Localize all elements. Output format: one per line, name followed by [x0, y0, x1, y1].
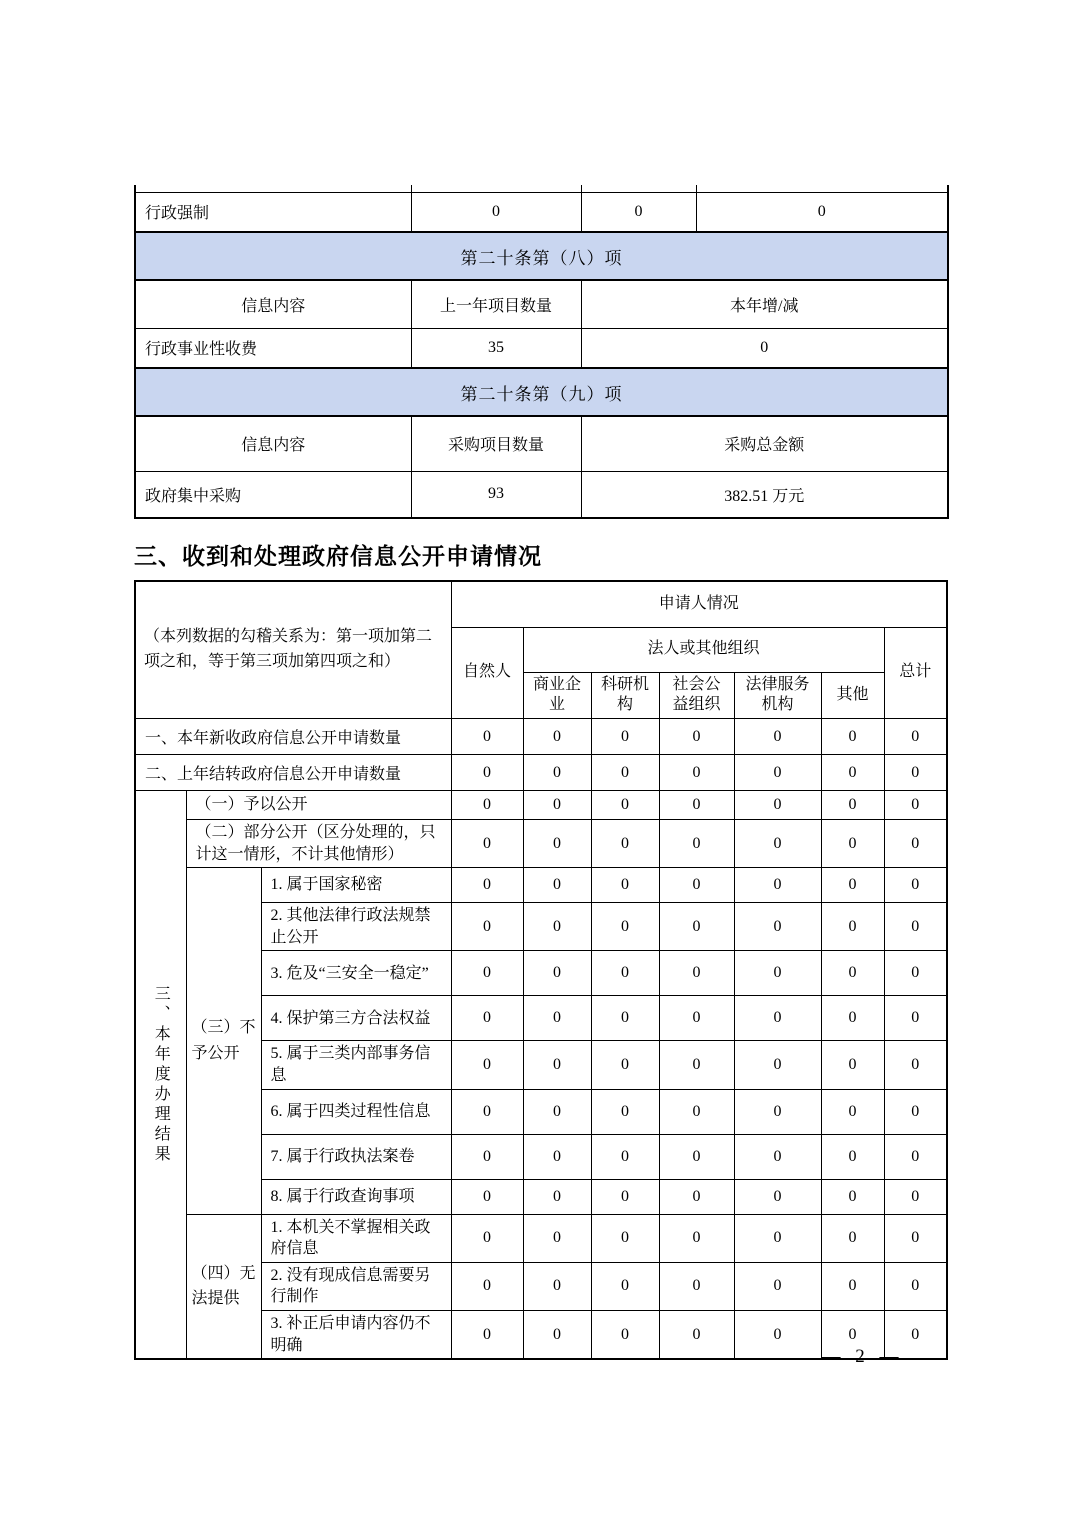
row-label: （一）予以公开 — [186, 791, 451, 820]
table-row — [135, 791, 947, 820]
row-label: 1. 属于国家秘密 — [261, 868, 451, 903]
column-header-public-welfare: 社会公益组织 — [659, 672, 734, 719]
value-cell: 0 — [451, 820, 523, 868]
value-cell: 0 — [884, 1262, 947, 1310]
value-cell: 0 — [523, 1179, 591, 1214]
cutoff-cell — [696, 185, 948, 192]
column-header-total: 总计 — [884, 627, 947, 719]
application-table — [134, 580, 948, 1360]
value-cell: 0 — [523, 719, 591, 755]
value-cell: 0 — [591, 755, 659, 791]
value-cell: 0 — [591, 1179, 659, 1214]
value-cell: 0 — [734, 903, 821, 951]
value-cell: 0 — [734, 951, 821, 996]
row-label: 1. 本机关不掌握相关政府信息 — [261, 1214, 451, 1262]
value-cell: 0 — [659, 951, 734, 996]
row-label: 行政事业性收费 — [135, 328, 411, 368]
value-cell: 0 — [659, 1311, 734, 1360]
value-cell: 0 — [659, 1089, 734, 1134]
value-cell: 0 — [451, 1041, 523, 1089]
column-header-commercial: 商业企业 — [523, 672, 591, 719]
value-cell: 0 — [821, 1179, 884, 1214]
value-cell: 93 — [411, 471, 581, 518]
value-cell: 0 — [884, 1134, 947, 1179]
row-label: 二、上年结转政府信息公开申请数量 — [135, 755, 451, 791]
value-cell: 0 — [884, 820, 947, 868]
group-label: （三）不予公开 — [186, 868, 261, 1214]
value-cell: 382.51 万元 — [581, 471, 948, 518]
value-cell: 0 — [451, 755, 523, 791]
value-cell: 0 — [734, 1214, 821, 1262]
value-cell: 0 — [591, 820, 659, 868]
main-table-body — [135, 719, 947, 1360]
article20-tables — [134, 185, 949, 519]
value-cell: 35 — [411, 328, 581, 368]
value-cell: 0 — [451, 791, 523, 820]
header-row-1 — [135, 581, 947, 627]
band-title: 第二十条第（八）项 — [135, 232, 948, 280]
value-cell: 0 — [734, 755, 821, 791]
vertical-section-label: 三、本年度办理结果 — [135, 791, 186, 1360]
value-cell: 0 — [659, 1041, 734, 1089]
value-cell: 0 — [821, 1089, 884, 1134]
article20-9-band — [135, 368, 948, 416]
column-header-natural-person: 自然人 — [451, 627, 523, 719]
value-cell: 0 — [581, 328, 948, 368]
main-table-head — [135, 581, 947, 719]
value-cell: 0 — [659, 820, 734, 868]
value-cell: 0 — [821, 868, 884, 903]
row-label: 一、本年新收政府信息公开申请数量 — [135, 719, 451, 755]
row-label: 5. 属于三类内部事务信息 — [261, 1041, 451, 1089]
value-cell: 0 — [523, 1214, 591, 1262]
value-cell: 0 — [734, 1262, 821, 1310]
value-cell: 0 — [821, 791, 884, 820]
value-cell: 0 — [734, 1089, 821, 1134]
value-cell: 0 — [821, 1041, 884, 1089]
value-cell: 0 — [821, 1262, 884, 1310]
value-cell: 0 — [581, 192, 696, 232]
value-cell: 0 — [591, 903, 659, 951]
value-cell: 0 — [591, 1214, 659, 1262]
article20-9-header-row — [135, 416, 948, 471]
article20-8-band — [135, 232, 948, 280]
value-cell: 0 — [884, 791, 947, 820]
value-cell: 0 — [523, 755, 591, 791]
value-cell: 0 — [659, 868, 734, 903]
value-cell: 0 — [523, 1041, 591, 1089]
column-header-other: 其他 — [821, 672, 884, 719]
value-cell: 0 — [523, 1311, 591, 1360]
row-label: 6. 属于四类过程性信息 — [261, 1089, 451, 1134]
value-cell: 0 — [451, 1134, 523, 1179]
value-cell: 0 — [451, 903, 523, 951]
value-cell: 0 — [591, 951, 659, 996]
row-label: （二）部分公开（区分处理的，只计这一情形，不计其他情形） — [186, 820, 451, 868]
column-header: 信息内容 — [135, 416, 411, 471]
value-cell: 0 — [523, 820, 591, 868]
table-row — [135, 1214, 947, 1262]
value-cell: 0 — [591, 996, 659, 1041]
value-cell: 0 — [734, 996, 821, 1041]
value-cell: 0 — [659, 1179, 734, 1214]
value-cell: 0 — [451, 1179, 523, 1214]
value-cell: 0 — [523, 903, 591, 951]
cutoff-row — [135, 185, 948, 192]
value-cell: 0 — [884, 996, 947, 1041]
cutoff-cell — [135, 185, 411, 192]
value-cell: 0 — [451, 996, 523, 1041]
row-label: 行政强制 — [135, 192, 411, 232]
value-cell: 0 — [734, 1179, 821, 1214]
value-cell: 0 — [884, 1041, 947, 1089]
table-row — [135, 868, 947, 903]
value-cell: 0 — [451, 1311, 523, 1360]
cutoff-cell — [411, 185, 581, 192]
value-cell: 0 — [659, 791, 734, 820]
value-cell: 0 — [696, 192, 948, 232]
value-cell: 0 — [884, 1311, 947, 1360]
value-cell: 0 — [659, 719, 734, 755]
value-cell: 0 — [734, 1311, 821, 1360]
column-header: 本年增/减 — [581, 280, 948, 328]
value-cell: 0 — [884, 755, 947, 791]
value-cell: 0 — [591, 1311, 659, 1360]
table-row — [135, 192, 948, 232]
column-header-research: 科研机构 — [591, 672, 659, 719]
value-cell: 0 — [591, 868, 659, 903]
cutoff-cell — [581, 185, 696, 192]
value-cell: 0 — [659, 1262, 734, 1310]
row-label: 2. 其他法律行政法规禁止公开 — [261, 903, 451, 951]
value-cell: 0 — [451, 1089, 523, 1134]
value-cell: 0 — [659, 903, 734, 951]
column-header: 上一年项目数量 — [411, 280, 581, 328]
value-cell: 0 — [523, 1134, 591, 1179]
value-cell: 0 — [659, 1214, 734, 1262]
table-row — [135, 820, 947, 868]
value-cell: 0 — [523, 1262, 591, 1310]
value-cell: 0 — [451, 1262, 523, 1310]
value-cell: 0 — [821, 820, 884, 868]
value-cell: 0 — [734, 820, 821, 868]
value-cell: 0 — [591, 1041, 659, 1089]
value-cell: 0 — [523, 791, 591, 820]
section-title: 三、收到和处理政府信息公开申请情况 — [134, 543, 542, 569]
value-cell: 0 — [734, 791, 821, 820]
value-cell: 0 — [734, 1134, 821, 1179]
value-cell: 0 — [821, 1311, 884, 1360]
table-row — [135, 328, 948, 368]
row-label: 2. 没有现成信息需要另行制作 — [261, 1262, 451, 1310]
applicant-header: 申请人情况 — [451, 581, 947, 627]
value-cell: 0 — [523, 996, 591, 1041]
value-cell: 0 — [884, 951, 947, 996]
column-header-legal-org: 法人或其他组织 — [523, 627, 884, 672]
row-label: 政府集中采购 — [135, 471, 411, 518]
page-number: — 2 — — [821, 1346, 899, 1367]
value-cell: 0 — [451, 1214, 523, 1262]
value-cell: 0 — [884, 719, 947, 755]
table-row — [135, 719, 947, 755]
value-cell: 0 — [734, 1041, 821, 1089]
column-header: 采购项目数量 — [411, 416, 581, 471]
group-label: （四）无法提供 — [186, 1214, 261, 1359]
value-cell: 0 — [591, 719, 659, 755]
value-cell: 0 — [821, 755, 884, 791]
value-cell: 0 — [591, 1089, 659, 1134]
article20-8-header-row — [135, 280, 948, 328]
table-row — [135, 471, 948, 518]
column-header: 信息内容 — [135, 280, 411, 328]
value-cell: 0 — [884, 1089, 947, 1134]
value-cell: 0 — [523, 951, 591, 996]
reconciliation-note: （本列数据的勾稽关系为：第一项加第二项之和，等于第三项加第四项之和） — [135, 581, 451, 719]
row-label: 7. 属于行政执法案卷 — [261, 1134, 451, 1179]
value-cell: 0 — [734, 719, 821, 755]
value-cell: 0 — [821, 996, 884, 1041]
value-cell: 0 — [451, 868, 523, 903]
value-cell: 0 — [884, 868, 947, 903]
value-cell: 0 — [411, 192, 581, 232]
value-cell: 0 — [659, 1134, 734, 1179]
value-cell: 0 — [734, 868, 821, 903]
row-label: 3. 危及“三安全一稳定” — [261, 951, 451, 996]
band-title: 第二十条第（九）项 — [135, 368, 948, 416]
table-row — [135, 755, 947, 791]
value-cell: 0 — [523, 868, 591, 903]
value-cell: 0 — [591, 791, 659, 820]
value-cell: 0 — [884, 1179, 947, 1214]
value-cell: 0 — [659, 755, 734, 791]
value-cell: 0 — [591, 1134, 659, 1179]
value-cell: 0 — [821, 719, 884, 755]
value-cell: 0 — [523, 1089, 591, 1134]
row-label: 4. 保护第三方合法权益 — [261, 996, 451, 1041]
value-cell: 0 — [821, 903, 884, 951]
value-cell: 0 — [884, 1214, 947, 1262]
column-header-legal-service: 法律服务机构 — [734, 672, 821, 719]
value-cell: 0 — [451, 719, 523, 755]
column-header: 采购总金额 — [581, 416, 948, 471]
value-cell: 0 — [451, 951, 523, 996]
value-cell: 0 — [591, 1262, 659, 1310]
value-cell: 0 — [821, 1214, 884, 1262]
row-label: 3. 补正后申请内容仍不明确 — [261, 1311, 451, 1360]
page-content — [134, 185, 947, 1360]
value-cell: 0 — [821, 951, 884, 996]
value-cell: 0 — [821, 1134, 884, 1179]
value-cell: 0 — [884, 903, 947, 951]
row-label: 8. 属于行政查询事项 — [261, 1179, 451, 1214]
value-cell: 0 — [659, 996, 734, 1041]
